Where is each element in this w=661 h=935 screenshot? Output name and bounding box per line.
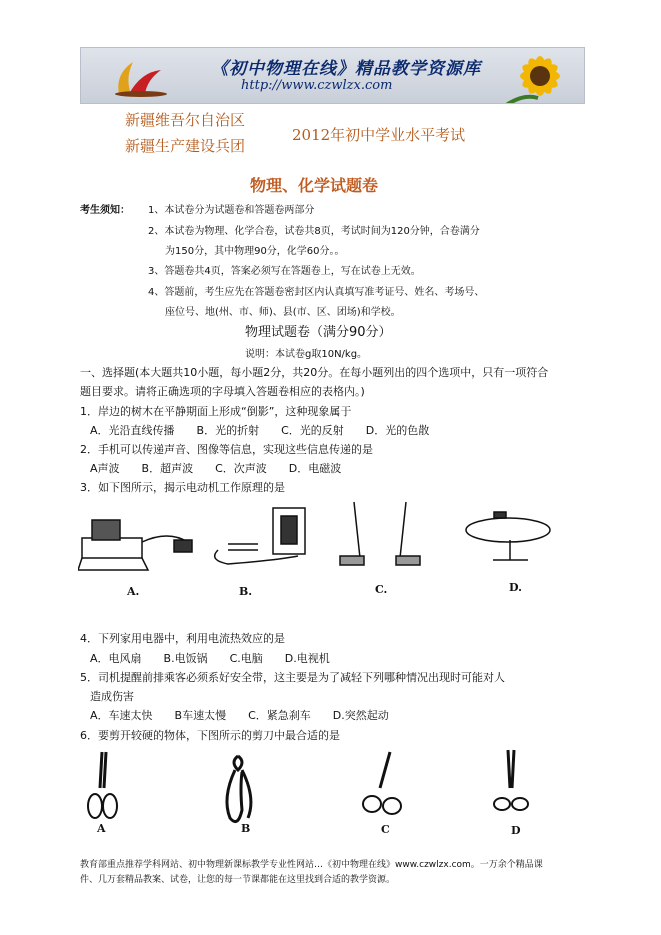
notice-item: 座位号、地(州、市、师)、县(市、区、团场)和学校。 [165, 307, 401, 318]
sunflower-icon [492, 47, 582, 104]
paper-title: 物理、化学试题卷 [250, 176, 379, 195]
banner-title: 《初中物理在线》精品教学资源库 [211, 59, 481, 79]
q6-label-c: C [381, 823, 390, 836]
q3-label-b: B. [239, 585, 253, 598]
notice-item: 2、本试卷为物理、化学合卷，试卷共8页，考试时间为120分钟，合卷满分 [148, 226, 480, 237]
q3-figure-b [215, 508, 305, 564]
q5-options: A．车速太快 B车速太慢 C．紧急刹车 D.突然起动 [90, 709, 389, 722]
q1-options: A．光沿直线传播 B．光的折射 C．光的反射 D．光的色散 [90, 424, 430, 437]
q6-label-b: B [241, 822, 251, 835]
section-intro: 一、选择题(本大题共10小题，每小题2分，共20分。在每小题列出的四个选项中，只有一项符合 [80, 366, 549, 379]
region-1: 新疆维吾尔自治区 [125, 111, 246, 129]
q6-scissors-c [363, 752, 401, 814]
q6-figures [80, 748, 540, 838]
q6-label-d: D [511, 824, 521, 837]
q3-label-a: A. [127, 585, 140, 598]
q2-options: A声波 B．超声波 C．次声波 D．电磁波 [90, 462, 342, 475]
site-banner [80, 47, 585, 104]
q3-label-d: D. [509, 581, 522, 594]
notice-item: 1、本试卷分为试题卷和答题卷两部分 [148, 205, 315, 216]
exam-title: 2012年初中学业水平考试 [292, 126, 466, 144]
q3-label-c: C. [375, 583, 388, 596]
q5-stem-2: 造成伤害 [90, 690, 134, 703]
q3-figure-a [78, 520, 192, 570]
q3-figure-c [340, 502, 420, 565]
footer-line-1: 教育部重点推荐学科网站、初中物理新课标教学专业性网站…《初中物理在线》www.czwlzx.com。一万余个精品课 [80, 860, 543, 870]
notice-item: 为150分，其中物理90分，化学60分。。 [165, 246, 345, 257]
region-2: 新疆生产建设兵团 [125, 137, 246, 155]
section-intro: 题目要求。请将正确选项的字母填入答题卷相应的表格内。) [80, 385, 365, 398]
notice-item: 4、答题前，考生应先在答题卷密封区内认真填写准考证号、姓名、考场号、 [148, 287, 485, 298]
q3-figure-d [466, 512, 550, 560]
q6-scissors-d [494, 750, 528, 810]
q4-options: A．电风扇 B.电饭锅 C.电脑 D.电视机 [90, 652, 330, 665]
site-logo-icon [111, 54, 171, 98]
q6-stem: 6．要剪开较硬的物体，下图所示的剪刀中最合适的是 [80, 729, 340, 742]
q6-scissors-a [88, 752, 117, 818]
q6-label-a: A [97, 822, 106, 835]
q3-stem: 3．如下图所示，揭示电动机工作原理的是 [80, 481, 285, 494]
q6-scissors-b [227, 756, 251, 822]
physics-title: 物理试题卷（满分90分） [245, 325, 392, 340]
q5-stem: 5．司机提醒前排乘客必须系好安全带，这主要是为了减轻下列哪种情况出现时可能对人 [80, 671, 505, 684]
q4-stem: 4．下列家用电器中，利用电流热效应的是 [80, 632, 285, 645]
banner-url[interactable]: http://www.czwlzx.com [241, 78, 393, 93]
note: 说明：本试卷g取10N/kg。 [245, 349, 368, 360]
q2-stem: 2．手机可以传递声音、图像等信息，实现这些信息传递的是 [80, 443, 373, 456]
footer-line-2: 件、几万套精品教案、试卷，让您的每一节课都能在这里找到合适的教学资源。 [80, 875, 396, 885]
q1-stem: 1．岸边的树木在平静期面上形成“倒影”，这种现象属于 [80, 405, 352, 418]
notice-item: 3、答题卷共4页，答案必须写在答题卷上，写在试卷上无效。 [148, 266, 421, 277]
notice-label: 考生须知： [80, 205, 130, 216]
